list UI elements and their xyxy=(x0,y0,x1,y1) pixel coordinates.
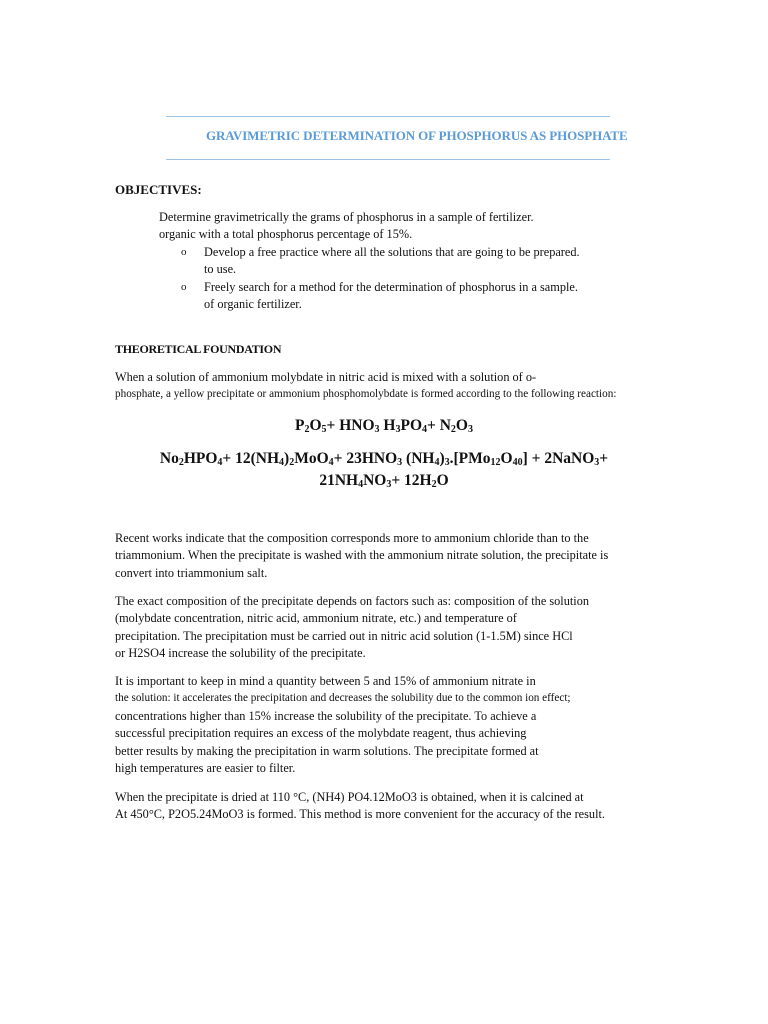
sub-item-2-line-2: of organic fertilizer. xyxy=(204,297,302,312)
sub-item-1-line-2: to use. xyxy=(204,262,237,277)
paragraph-3-line: high temperatures are easier to filter. xyxy=(115,761,296,776)
eq3-b-sub: 3 xyxy=(386,479,392,490)
eq1-h: H xyxy=(379,417,396,434)
eq2-g: (NH xyxy=(402,450,435,467)
eq2-c: + 12(NH xyxy=(222,450,280,467)
paragraph-4-line: When the precipitate is dried at 110 °C, (NH4) PO4.12MoO3 is obtained, when it is calcined at xyxy=(115,790,584,804)
objective-main-line-2: organic with a total phosphorus percentage of 15%. xyxy=(159,227,413,242)
eq2-e: MoO xyxy=(294,450,329,467)
paragraph-2-line: The exact composition of the precipitate depends on factors such as: composition of the solution xyxy=(115,594,589,608)
eq2-i: .[PMo xyxy=(449,450,491,467)
paragraph-3-line: the solution: it accelerates the precipitation and decreases the solubility due to the common ion effect; xyxy=(115,692,571,705)
eq2-j: O xyxy=(500,450,513,467)
paragraph-1-line: convert into triammonium salt. xyxy=(115,565,268,580)
paragraph-3-line: better results by making the precipitation in warm solutions. The precipitate formed at xyxy=(115,743,539,758)
eq2-h: ) xyxy=(439,450,445,467)
sub-bullet-marker-2: o xyxy=(181,281,187,293)
eq1-p-sub: 2 xyxy=(304,424,310,435)
paragraph-1-line: Recent works indicate that the composition corresponds more to ammonium chloride than to the xyxy=(115,531,589,545)
eq1-n-sub: 2 xyxy=(450,424,456,435)
eq2-c-sub: 4 xyxy=(279,457,285,468)
paragraph-3-line: concentrations higher than 15% increase the solubility of the precipitate. To achieve a xyxy=(115,708,537,723)
eq1-o2: O xyxy=(455,417,468,434)
paragraph-4-line: At 450°C, P2O5.24MoO3 is formed. This method is more convenient for the accuracy of the result. xyxy=(115,807,605,822)
eq2-h-sub: 3 xyxy=(444,457,450,468)
theory-intro-line-2: phosphate, a yellow precipitate or ammonium phosphomolybdate is formed according to the following reaction: xyxy=(115,388,617,401)
eq2-d: ) xyxy=(284,450,290,467)
eq1-p: P xyxy=(295,417,305,434)
eq2-b: HPO xyxy=(183,450,218,467)
eq1-h-sub: 3 xyxy=(395,424,401,435)
eq1-n: + N xyxy=(427,417,451,434)
sub-item-2-line-1: Freely search for a method for the determination of phosphorus in a sample. xyxy=(204,280,578,294)
eq3-c: + 12H xyxy=(391,472,432,489)
paragraph-1-line: triammonium. When the precipitate is washed with the ammonium nitrate solution, the precipitate is xyxy=(115,548,609,563)
paragraph-2-line: precipitation. The precipitation must be carried out in nitric acid solution (1-1.5M) since HCl xyxy=(115,628,573,643)
objective-main-line-1: Determine gravimetrically the grams of phosphorus in a sample of fertilizer. xyxy=(159,210,534,224)
eq3-d: O xyxy=(436,472,449,489)
eq3-b: NO xyxy=(363,472,387,489)
objective-main-item xyxy=(159,209,534,244)
eq2-e-sub: 4 xyxy=(328,457,334,468)
eq1-hno-sub: 3 xyxy=(374,424,380,435)
paragraph-3-line: successful precipitation requires an excess of the molybdate reagent, thus achieving xyxy=(115,726,527,741)
title-rule-top xyxy=(166,116,610,117)
paragraph-2 xyxy=(115,593,589,663)
eq2-a-sub: 2 xyxy=(178,457,184,468)
eq3-a: 21NH xyxy=(319,472,359,489)
objective-sub-item-1 xyxy=(204,244,580,279)
eq2-a: No xyxy=(159,450,179,467)
eq2-k: ] + 2NaNO xyxy=(522,450,595,467)
eq2-f: + 23HNO xyxy=(333,450,398,467)
paragraph-2-line: or H2SO4 increase the solubility of the precipitate. xyxy=(115,646,366,661)
objective-sub-item-2 xyxy=(204,279,578,314)
theory-heading: THEORETICAL FOUNDATION xyxy=(115,342,282,356)
eq2-j-sub: 40 xyxy=(512,457,523,468)
eq3-c-sub: 2 xyxy=(431,479,437,490)
theory-intro-line-1: When a solution of ammonium molybdate in nitric acid is mixed with a solution of o- xyxy=(115,370,537,384)
eq1-hno: + HNO xyxy=(326,417,375,434)
sub-item-1-line-1: Develop a free practice where all the solutions that are going to be prepared. xyxy=(204,245,580,259)
theory-intro xyxy=(115,369,616,404)
eq2-d-sub: 2 xyxy=(289,457,295,468)
eq1-o: O xyxy=(309,417,322,434)
eq1-o-sub: 5 xyxy=(321,424,327,435)
reaction-equation-2 xyxy=(0,450,768,468)
sub-bullet-marker-1: o xyxy=(181,246,187,258)
paragraph-1 xyxy=(115,530,608,582)
eq2-g-sub: 4 xyxy=(434,457,440,468)
objectives-heading: OBJECTIVES: xyxy=(115,182,202,197)
eq1-o2-sub: 3 xyxy=(467,424,473,435)
paragraph-2-line: (molybdate concentration, nitric acid, ammonium nitrate, etc.) and temperature of xyxy=(115,611,517,626)
eq2-l: + xyxy=(599,450,609,467)
eq3-a-sub: 4 xyxy=(358,479,364,490)
reaction-equation-1 xyxy=(0,417,768,435)
paragraph-4 xyxy=(115,789,605,824)
eq2-i-sub: 12 xyxy=(490,457,501,468)
document-title: GRAVIMETRIC DETERMINATION OF PHOSPHORUS AS PHOSPHATE xyxy=(206,128,628,143)
eq1-po: PO xyxy=(400,417,423,434)
reaction-equation-3 xyxy=(0,472,768,490)
title-rule-bottom xyxy=(166,159,610,160)
eq2-f-sub: 3 xyxy=(397,457,403,468)
eq1-po-sub: 4 xyxy=(422,424,428,435)
paragraph-3 xyxy=(115,673,571,777)
eq2-k-sub: 3 xyxy=(594,457,600,468)
paragraph-3-line: It is important to keep in mind a quantity between 5 and 15% of ammonium nitrate in xyxy=(115,674,536,688)
eq2-b-sub: 4 xyxy=(217,457,223,468)
